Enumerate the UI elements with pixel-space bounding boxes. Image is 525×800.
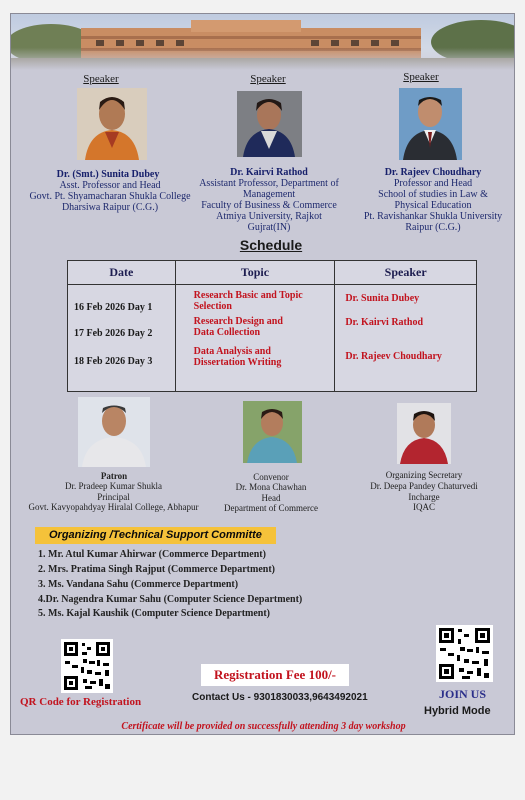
speaker-2-photo: [237, 91, 302, 157]
speaker-1-name: Dr. (Smt.) Sunita Dubey: [56, 169, 160, 180]
committee-member: 5. Ms. Kajal Kaushik (Computer Science Department): [38, 608, 271, 619]
schedule-speaker: Dr. Sunita Dubey: [345, 293, 420, 304]
speaker-3-details: Professor and Head School of studies in Law & Physical Education Pt. Ravishankar Shukla University Raipur (C.G.): [363, 178, 503, 233]
speaker-2-label: Speaker: [250, 73, 286, 85]
schedule-body-row: [68, 285, 477, 392]
schedule-speaker: Dr. Rajeev Choudhary: [345, 351, 442, 362]
committee-member: 1. Mr. Atul Kumar Ahirwar (Commerce Department): [38, 549, 266, 560]
convenor-photo: [243, 401, 302, 463]
committee-member: 4.Dr. Nagendra Kumar Sahu (Computer Science Department): [38, 594, 303, 605]
schedule-header-row: [68, 261, 477, 285]
schedule-topic: Research Design and Data Collection: [193, 316, 283, 338]
college-banner-image: [11, 14, 514, 70]
certificate-note: Certificate will be provided on successfully attending 3 day workshop: [121, 721, 406, 732]
convenor-label: Convenor: [253, 472, 289, 482]
join-us-label: JOIN US: [439, 687, 487, 701]
workshop-poster: [10, 13, 515, 735]
header-topic: Topic: [175, 261, 335, 285]
secretary-photo: [397, 403, 451, 464]
convenor-details: Dr. Mona Chawhan Head Department of Commerce: [224, 482, 318, 513]
header-speaker: Speaker: [335, 261, 477, 285]
hybrid-mode-label: Hybrid Mode: [424, 705, 491, 717]
patron-label: Patron: [100, 471, 128, 481]
join-qr-code[interactable]: [436, 625, 493, 682]
schedule-date: 18 Feb 2026 Day 3: [74, 356, 153, 367]
speaker-3-photo: [399, 88, 462, 160]
patron-details: Dr. Pradeep Kumar Shukla Principal Govt. Kavyopahdyay Hiralal College, Abhapur: [28, 481, 199, 512]
speaker-2-name: Dr. Kairvi Rathod: [230, 167, 308, 178]
schedule-title: Schedule: [239, 237, 303, 253]
speaker-1-photo: [77, 88, 147, 160]
contact-info: Contact Us - 9301830033,9643492021: [192, 692, 368, 703]
registration-qr-code[interactable]: [61, 639, 113, 693]
speaker-1-label: Speaker: [83, 73, 119, 85]
header-date: Date: [68, 261, 176, 285]
qr-caption: QR Code for Registration: [20, 696, 142, 708]
committee-member: 2. Mrs. Pratima Singh Rajput (Commerce Department): [38, 564, 275, 575]
secretary-details: Dr. Deepa Pandey Chaturvedi Incharge IQAC: [370, 481, 478, 512]
schedule-topic: Data Analysis and Dissertation Writing: [193, 346, 282, 368]
speaker-3-name: Dr. Rajeev Choudhary: [384, 167, 482, 178]
schedule-topic: Research Basic and Topic Selection: [193, 290, 303, 312]
committee-member: 3. Ms. Vandana Sahu (Commerce Department): [38, 579, 239, 590]
speaker-1-details: Asst. Professor and Head Govt. Pt. Shyamacharan Shukla College Dharsiwa Raipur (C.G.): [29, 180, 191, 213]
secretary-label: Organizing Secretary: [385, 470, 463, 480]
schedule-speaker: Dr. Kairvi Rathod: [345, 317, 424, 328]
schedule-date: 16 Feb 2026 Day 1: [74, 302, 153, 313]
schedule-table: [67, 260, 477, 392]
speaker-3-label: Speaker: [403, 71, 439, 83]
speaker-2-details: Assistant Professor, Department of Management Faculty of Business & Commerce Atmiya University, Rajkot Gujrat(IN): [199, 178, 339, 233]
patron-photo: [78, 397, 150, 467]
schedule-date: 17 Feb 2026 Day 2: [74, 328, 153, 339]
committee-title: Organizing /Technical Support Committe: [35, 527, 276, 544]
registration-fee: Registration Fee 100/-: [201, 664, 349, 686]
